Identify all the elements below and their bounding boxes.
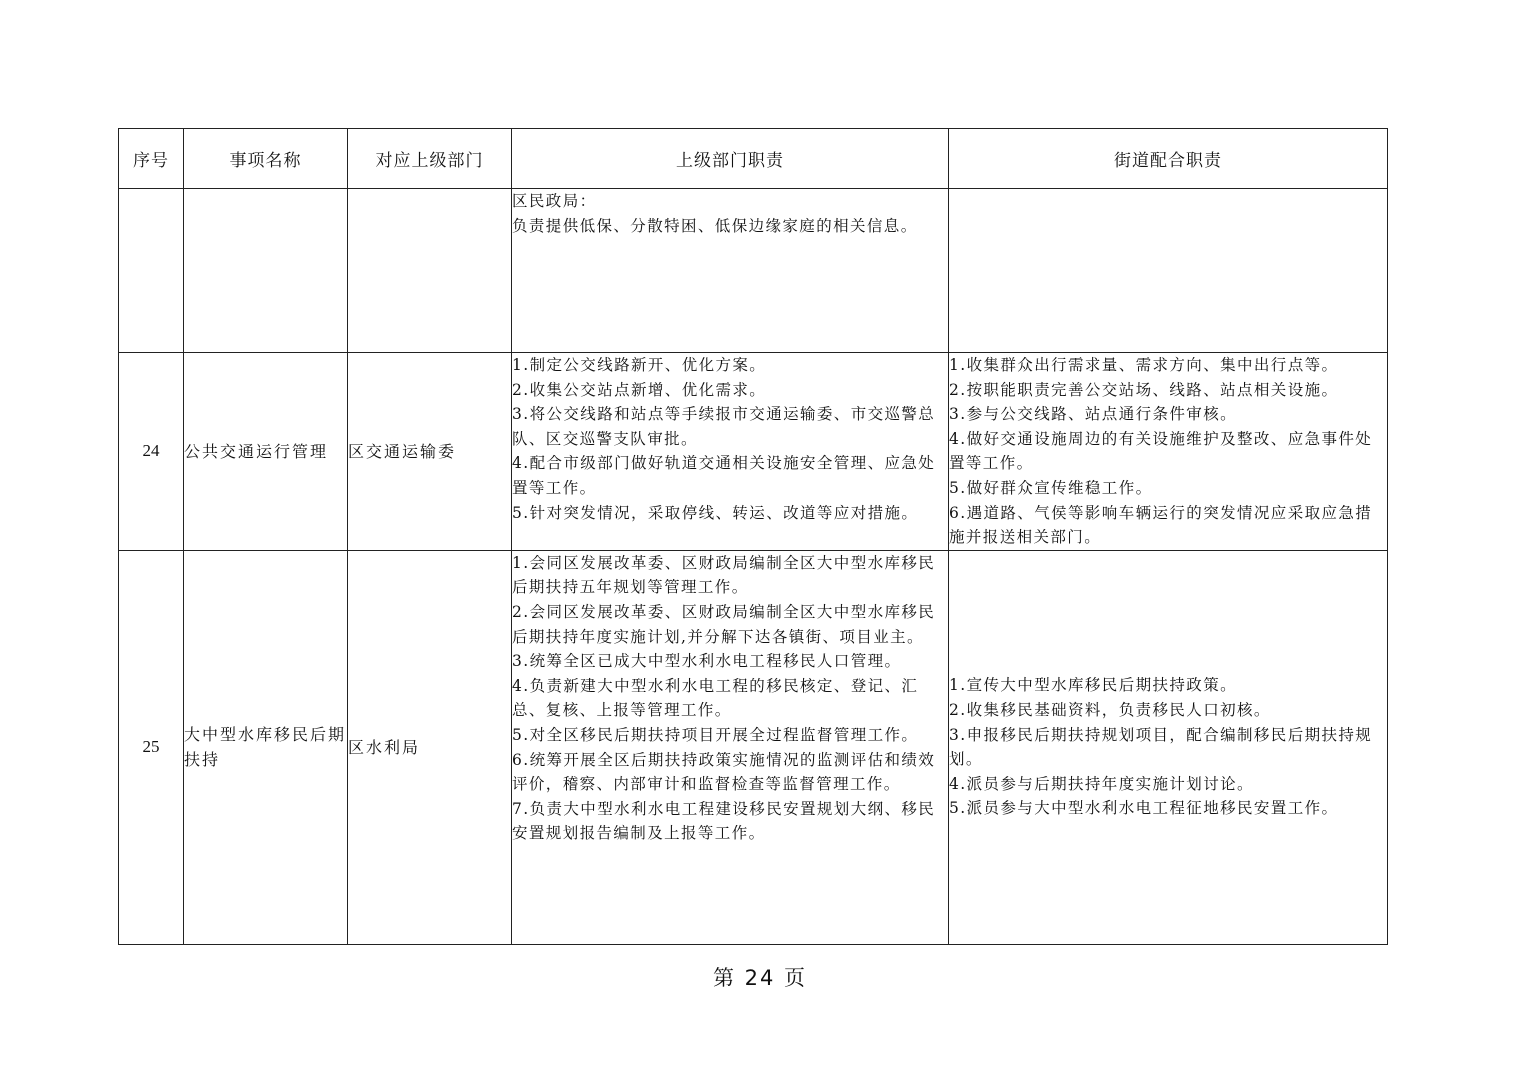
duty-line: 6.遇道路、气侯等影响车辆运行的突发情况应采取应急措施并报送相关部门。 — [949, 503, 1373, 547]
duty-line: 7.负责大中型水利水电工程建设移民安置规划大纲、移民安置规划报告编制及上报等工作。 — [512, 799, 936, 843]
row-upper-duties — [512, 353, 949, 551]
row-street-duties — [949, 353, 1388, 551]
duty-line: 5.对全区移民后期扶持项目开展全过程监督管理工作。 — [512, 725, 919, 744]
header-row — [119, 129, 1388, 189]
duty-line: 2.按职能职责完善公交站场、线路、站点相关设施。 — [949, 380, 1339, 399]
duty-line: 5.做好群众宣传维稳工作。 — [949, 478, 1153, 497]
duty-line: 4.配合市级部门做好轨道交通相关设施安全管理、应急处置等工作。 — [512, 454, 936, 497]
duty-line: 2.收集移民基础资料，负责移民人口初核。 — [949, 701, 1271, 720]
table-row — [119, 550, 1388, 944]
row-dept — [348, 189, 512, 353]
duty-line: 3.参与公交线路、站点通行条件审核。 — [949, 405, 1237, 424]
duty-line: 3.申报移民后期扶持规划项目，配合编制移民后期扶持规划。 — [949, 725, 1373, 769]
row-item-name: 公共交通运行管理 — [184, 353, 348, 551]
duty-line: 1.制定公交线路新开、优化方案。 — [512, 356, 767, 374]
duty-line: 1.收集群众出行需求量、需求方向、集中出行点等。 — [949, 356, 1339, 374]
page-number: 第 24 页 — [712, 966, 808, 990]
row-dept: 区水利局 — [348, 550, 512, 944]
header-upper-dept: 对应上级部门 — [348, 129, 512, 189]
duty-line: 1.宣传大中型水库移民后期扶持政策。 — [949, 676, 1237, 695]
row-item-name — [184, 189, 348, 353]
duty-line: 4.负责新建大中型水利水电工程的移民核定、登记、汇总、复核、上报等管理工作。 — [512, 676, 919, 720]
row-dept: 区交通运输委 — [348, 353, 512, 551]
duty-table — [118, 128, 1388, 945]
duty-line: 6.统筹开展全区后期扶持政策实施情况的监测评估和绩效评价，稽察、内部审计和监督检查等监督管理工作。 — [512, 750, 936, 794]
row-upper-duties — [512, 189, 949, 353]
duty-line: 5.针对突发情况，采取停线、转运、改道等应对措施。 — [512, 503, 919, 522]
duty-line: 3.统筹全区已成大中型水利水电工程移民人口管理。 — [512, 652, 902, 671]
duty-line: 负责提供低保、分散特困、低保边缘家庭的相关信息。 — [512, 216, 918, 235]
header-upper-duties: 上级部门职责 — [512, 129, 949, 189]
duty-line: 3.将公交线路和站点等手续报市交通运输委、市交巡警总队、区交巡警支队审批。 — [512, 405, 936, 448]
duty-line: 4.派员参与后期扶持年度实施计划讨论。 — [949, 774, 1254, 793]
row-num: 24 — [119, 353, 184, 551]
header-num: 序号 — [119, 129, 184, 189]
duty-line: 2.收集公交站点新增、优化需求。 — [512, 380, 767, 399]
table-row — [119, 189, 1388, 353]
duty-line: 1.会同区发展改革委、区财政局编制全区大中型水库移民后期扶持五年规划等管理工作。 — [512, 553, 936, 597]
header-item-name: 事项名称 — [184, 129, 348, 189]
duty-line: 区民政局： — [512, 192, 597, 210]
row-num: 25 — [119, 550, 184, 944]
duty-line: 4.做好交通设施周边的有关设施维护及整改、应急事件处置等工作。 — [949, 429, 1373, 473]
row-street-duties — [949, 550, 1388, 944]
table-row — [119, 353, 1388, 551]
row-street-duties — [949, 189, 1388, 353]
duty-line: 2.会同区发展改革委、区财政局编制全区大中型水库移民后期扶持年度实施计划,并分解下达各镇街、项目业主。 — [512, 602, 936, 646]
row-upper-duties — [512, 550, 949, 944]
header-street-duties: 街道配合职责 — [949, 129, 1388, 189]
duty-line: 5.派员参与大中型水利水电工程征地移民安置工作。 — [949, 799, 1339, 818]
row-item-name: 大中型水库移民后期扶持 — [184, 550, 348, 944]
row-num — [119, 189, 184, 353]
